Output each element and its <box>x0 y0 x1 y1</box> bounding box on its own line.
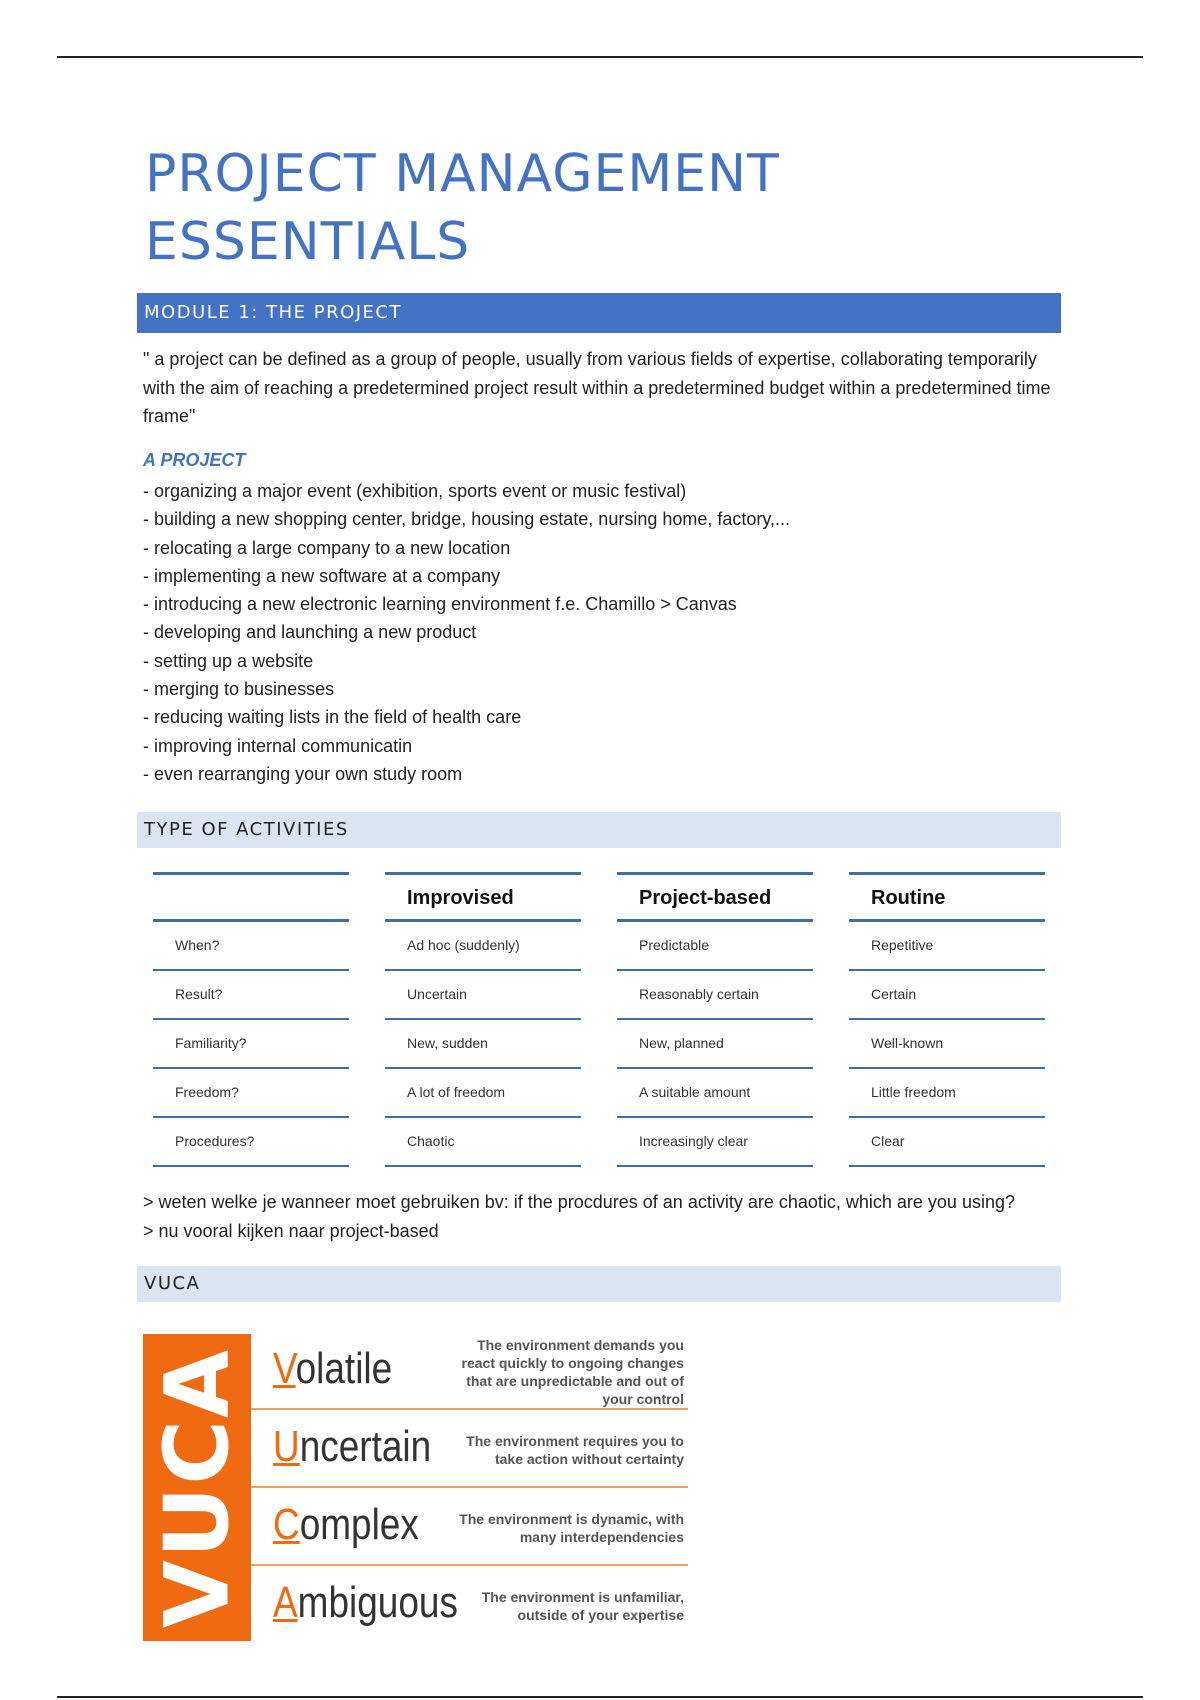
vuca-description: The environment requires you to take action without certainty <box>466 1433 684 1467</box>
table-cell: A lot of freedom <box>385 1069 581 1118</box>
vuca-word <box>273 1500 419 1550</box>
list-item: - introducing a new electronic learning environment f.e. Chamillo > Canvas <box>143 594 737 615</box>
vuca-initial: C <box>273 1500 300 1549</box>
activities-heading: TYPE OF ACTIVITIES <box>137 812 1061 848</box>
vuca-row-ambiguous <box>251 1568 688 1644</box>
table-cell: Predictable <box>617 922 813 971</box>
table-column-criteria <box>153 872 349 1167</box>
table-cell: Clear <box>849 1118 1045 1167</box>
table-column-improvised <box>385 872 581 1167</box>
vuca-row-volatile <box>251 1334 688 1410</box>
table-cell: Well-known <box>849 1020 1045 1069</box>
vuca-side-bar <box>143 1334 251 1641</box>
table-cell: Reasonably certain <box>617 971 813 1020</box>
page-title <box>145 140 1045 276</box>
list-item: - even rearranging your own study room <box>143 763 463 784</box>
vuca-row-divider <box>251 1564 688 1566</box>
page-bottom-rule <box>57 1696 1143 1698</box>
table-column-project-based <box>617 872 813 1167</box>
list-item: - setting up a website <box>143 650 314 671</box>
vuca-graphic <box>143 1334 688 1641</box>
title-line-2: ESSENTIALS <box>145 212 471 272</box>
vuca-vertical-label: VUCA <box>145 1347 249 1629</box>
vuca-initial: A <box>273 1578 298 1627</box>
list-item: - merging to businesses <box>143 679 335 700</box>
note-line: > weten welke je wanneer moet gebruiken bv: if the procdures of an activity are chaotic, which are you using? <box>143 1192 1015 1212</box>
vuca-initial: V <box>273 1344 296 1393</box>
vuca-row-complex <box>251 1490 688 1566</box>
vuca-row-divider <box>251 1486 688 1488</box>
vuca-description: The environment is dynamic, with many interdependencies <box>459 1511 684 1545</box>
table-header: Improvised <box>385 872 581 922</box>
table-cell: Little freedom <box>849 1069 1045 1118</box>
vuca-row-uncertain <box>251 1412 688 1488</box>
list-item: - relocating a large company to a new location <box>143 537 511 558</box>
table-cell: Ad hoc (suddenly) <box>385 922 581 971</box>
vuca-word <box>273 1344 392 1394</box>
vuca-heading: VUCA <box>137 1266 1061 1302</box>
vuca-word <box>273 1422 431 1472</box>
title-line-1: PROJECT MANAGEMENT <box>145 144 780 204</box>
list-item: - developing and launching a new product <box>143 622 477 643</box>
vuca-word-rest: mbiguous <box>297 1578 458 1627</box>
table-header: Routine <box>849 872 1045 922</box>
vuca-word-rest: ncertain <box>299 1422 432 1471</box>
table-cell: New, sudden <box>385 1020 581 1069</box>
table-cell: Chaotic <box>385 1118 581 1167</box>
note-line: > nu vooral kijken naar project-based <box>143 1220 439 1241</box>
list-item: - implementing a new software at a company <box>143 565 501 586</box>
list-item: - building a new shopping center, bridge, housing estate, nursing home, factory,... <box>143 509 791 530</box>
vuca-initial: U <box>273 1422 300 1471</box>
list-item: - reducing waiting lists in the field of health care <box>143 707 522 728</box>
table-header: Project-based <box>617 872 813 922</box>
examples-heading: A PROJECT <box>143 450 246 470</box>
vuca-description: The environment is unfamiliar, outside of your expertise <box>481 1589 684 1623</box>
page-top-rule <box>57 56 1143 58</box>
table-cell: Certain <box>849 971 1045 1020</box>
list-item: - organizing a major event (exhibition, sports event or music festival) <box>143 481 687 501</box>
table-cell: A suitable amount <box>617 1069 813 1118</box>
activity-notes <box>143 1188 1015 1245</box>
table-cell: When? <box>153 922 349 971</box>
vuca-word-rest: omplex <box>299 1500 419 1549</box>
table-cell: New, planned <box>617 1020 813 1069</box>
table-cell: Freedom? <box>153 1069 349 1118</box>
module-heading: MODULE 1: THE PROJECT <box>137 293 1061 333</box>
examples-list <box>143 477 790 788</box>
table-cell: Procedures? <box>153 1118 349 1167</box>
table-cell: Uncertain <box>385 971 581 1020</box>
vuca-description: The environment demands you react quickly to ongoing changes that are unpredictable and out of your control <box>461 1337 684 1407</box>
list-item: - improving internal communicatin <box>143 735 413 756</box>
table-cell: Increasingly clear <box>617 1118 813 1167</box>
table-cell: Result? <box>153 971 349 1020</box>
vuca-word-rest: olatile <box>295 1344 393 1393</box>
vuca-row-divider <box>251 1408 688 1410</box>
project-definition: " a project can be defined as a group of people, usually from various fields of expertise, collaborating temporarily with the aim of reaching a predetermined project result within a predetermined budget within a predetermined time frame" <box>143 349 1051 426</box>
table-header <box>153 872 349 922</box>
table-cell: Repetitive <box>849 922 1045 971</box>
vuca-word <box>273 1578 458 1628</box>
table-column-routine <box>849 872 1045 1167</box>
table-cell: Familiarity? <box>153 1020 349 1069</box>
